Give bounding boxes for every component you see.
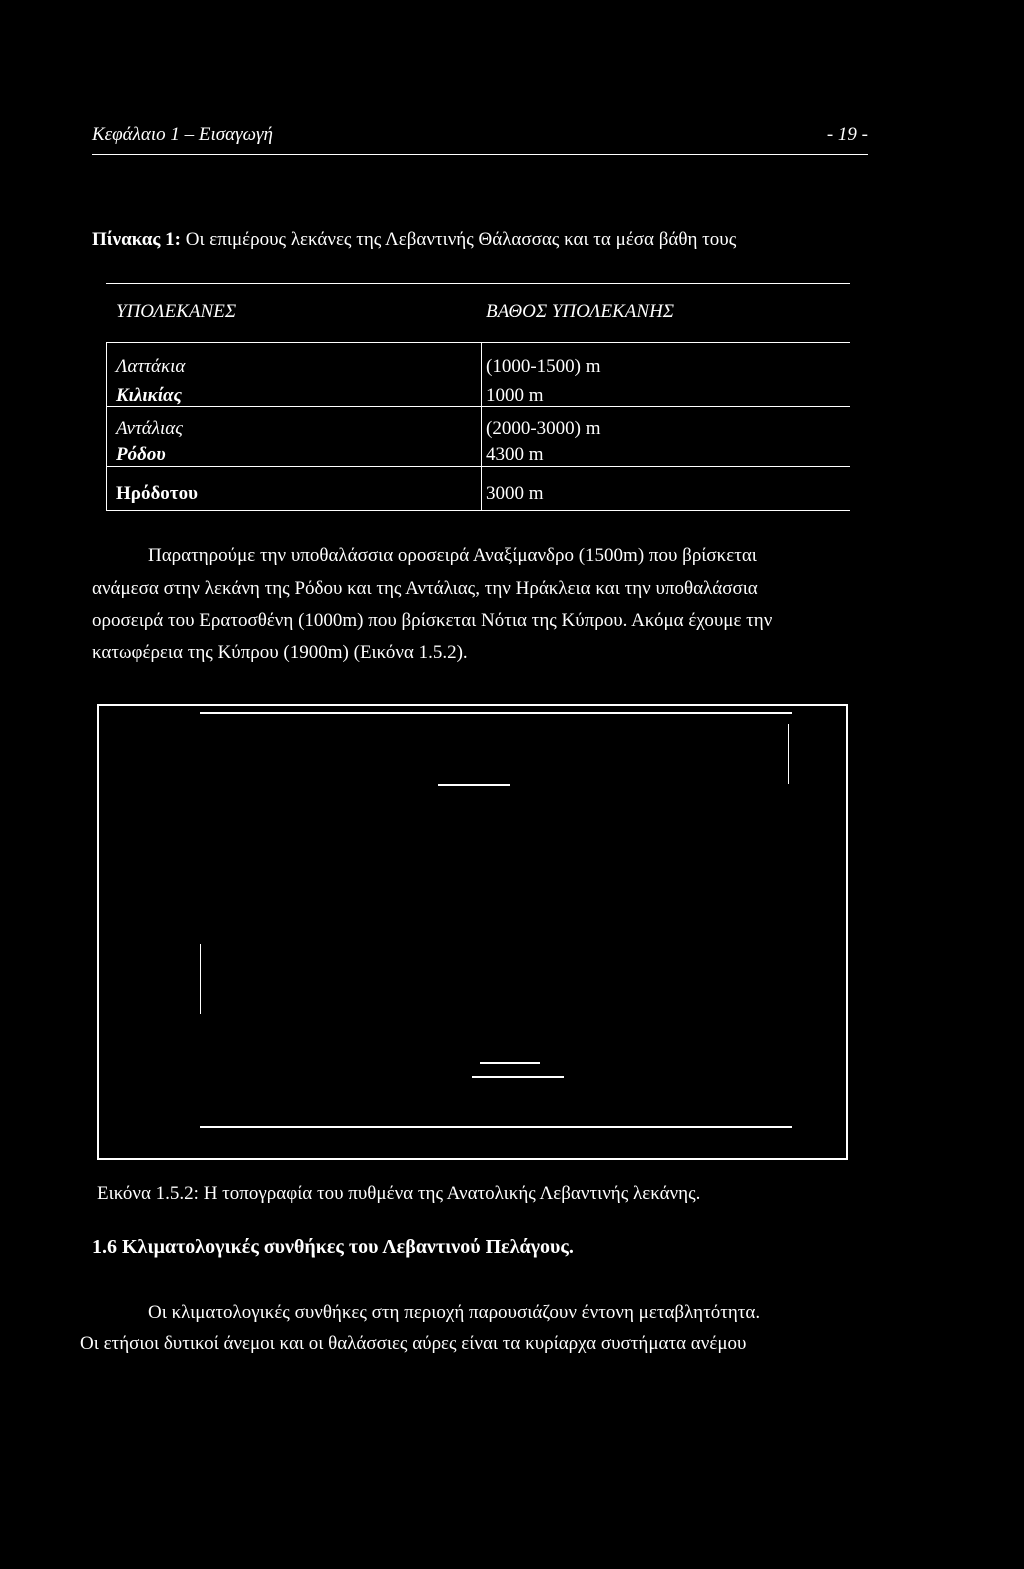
figure-mark: [472, 1076, 564, 1078]
row-name: Κιλικίας: [116, 385, 182, 406]
table-caption-text: Οι επιμέρους λεκάνες της Λεβαντινής Θάλασσας και τα μέσα βάθη τους: [180, 229, 737, 250]
figure-mark: [438, 784, 510, 786]
figure-caption: Εικόνα 1.5.2: Η τοπογραφία του πυθμένα της Ανατολικής Λεβαντινής λεκάνης.: [97, 1183, 701, 1204]
table-rule-middle: [481, 342, 482, 511]
paragraph-line: ανάμεσα στην λεκάνη της Ρόδου και της Αντάλιας, την Ηράκλεια και την υποθαλάσσια: [92, 578, 758, 599]
figure-image-area: [200, 712, 792, 1128]
table-rule-bottom: [106, 510, 850, 511]
col-header-depth: ΒΑΘΟΣ ΥΠΟΛΕΚΑΝΗΣ: [486, 301, 675, 322]
row-depth: 1000 m: [486, 385, 544, 406]
row-name: Ρόδου: [116, 444, 166, 465]
figure-mark: [200, 944, 201, 1014]
depth-table: [106, 283, 850, 511]
figure-mark: [788, 724, 789, 784]
paragraph-line: κατωφέρεια της Κύπρου (1900m) (Εικόνα 1.5.2).: [92, 642, 468, 663]
table-caption: [92, 229, 736, 251]
section-title: 1.6 Κλιματολογικές συνθήκες του Λεβαντινού Πελάγους.: [92, 1236, 574, 1258]
paragraph-line: Παρατηρούμε την υποθαλάσσια οροσειρά Αναξίμανδρο (1500m) που βρίσκεται: [148, 545, 757, 566]
figure-mark: [480, 1062, 540, 1064]
row-depth: (2000-3000) m: [486, 418, 601, 439]
row-name: Λαττάκια: [116, 356, 186, 377]
page-number: - 19 -: [826, 124, 868, 145]
row-name: Ηρόδοτου: [116, 483, 198, 504]
row-depth: 3000 m: [486, 483, 544, 504]
paragraph-line: οροσειρά του Ερατοσθένη (1000m) που βρίσκεται Νότια της Κύπρου. Ακόμα έχουμε την: [92, 610, 773, 631]
paragraph-line: Οι ετήσιοι δυτικοί άνεμοι και οι θαλάσσιες αύρες είναι τα κυρίαρχα συστήματα ανέμου: [80, 1333, 747, 1354]
page-header: [92, 124, 868, 155]
table-caption-label: Πίνακας 1:: [92, 229, 181, 250]
table-rule-left: [106, 342, 107, 511]
chapter-title: Κεφάλαιο 1 – Εισαγωγή: [92, 124, 273, 145]
col-header-subbasins: ΥΠΟΛΕΚΑΝΕΣ: [116, 301, 237, 322]
table-rule: [106, 406, 850, 407]
table-rule: [106, 466, 850, 467]
paragraph-line: Οι κλιματολογικές συνθήκες στη περιοχή παρουσιάζουν έντονη μεταβλητότητα.: [148, 1302, 761, 1323]
row-depth: (1000-1500) m: [486, 356, 601, 377]
row-depth: 4300 m: [486, 444, 544, 465]
row-name: Αντάλιας: [116, 418, 183, 439]
table-rule-top: [106, 283, 850, 284]
table-rule-header: [106, 342, 850, 343]
